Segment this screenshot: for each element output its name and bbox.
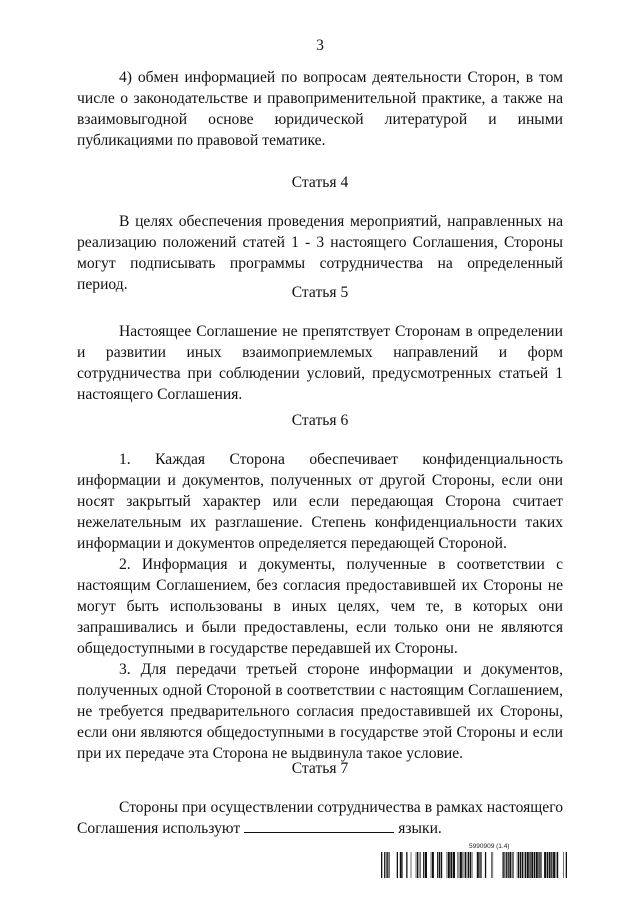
article-6: [77, 410, 563, 764]
article-5-text: Настоящее Соглашение не препятствует Сторонам в определении и развитии иных взаимоприемлемых направлений и форм сотрудничества при соблюдении условий, предусмотренных статьей 1 настоящего Соглашения.: [77, 323, 563, 403]
paragraph-item-4: 4) обмен информацией по вопросам деятельности Сторон, в том числе о законодательстве и правоприменительной практике, а также на взаимовыгодной основе юридической литературой и иными публикациями по правовой тематике.: [77, 69, 563, 149]
article-7: [77, 758, 563, 839]
article-5-title: Статья 5: [291, 284, 349, 301]
barcode-code: 5990909 (1.4): [469, 843, 510, 850]
article-7-text-start: Стороны при осуществлении сотрудничества в рамках настоящего Соглашения используют: [77, 799, 563, 837]
article-6-paragraph-1: 1. Каждая Сторона обеспечивает конфиденциальность информации и документов, полученных от другой Стороны, если они носят закрытый характер или если передающая Сторона считает нежелательным их разглашение. Степень конфиденциальности таких информации и документов определяется передающей Стороной.: [77, 451, 563, 552]
article-6-paragraph-2: 2. Информация и документы, полученные в соответствии с настоящим Соглашением, без согласия предоставившей их Стороны не могут быть использованы в иных целях, чем те, в которых они запрашивались и были предоставлены, если только они не являются общедоступными в государстве передавшей их Стороны.: [77, 556, 563, 657]
article-6-title: Статья 6: [291, 412, 349, 429]
article-4-text: В целях обеспечения проведения мероприятий, направленных на реализацию положений статей 1 - 3 настоящего Соглашения, Стороны могут подписывать программы сотрудничества на определенный период.: [77, 213, 563, 293]
page-number: 3: [316, 37, 324, 54]
article-4: [77, 172, 563, 295]
article-4-title: Статья 4: [291, 174, 349, 191]
article-5: [77, 282, 563, 405]
language-blank-line: [244, 820, 394, 833]
article-6-paragraph-3: 3. Для передачи третьей стороне информации и документов, полученных одной Стороной в соответствии с настоящим Соглашением, не требуется предварительного согласия предоставившей их Стороны, если они являются общедоступными в государстве этой Стороны и если при их передаче эта Сторона не выдвинула такое условие.: [77, 661, 563, 762]
article-7-title: Статья 7: [291, 760, 349, 777]
barcode-image: [381, 852, 567, 878]
article-7-text-end: языки.: [398, 820, 442, 837]
article-3-item-4: [77, 67, 563, 151]
article-7-text: [77, 797, 563, 839]
